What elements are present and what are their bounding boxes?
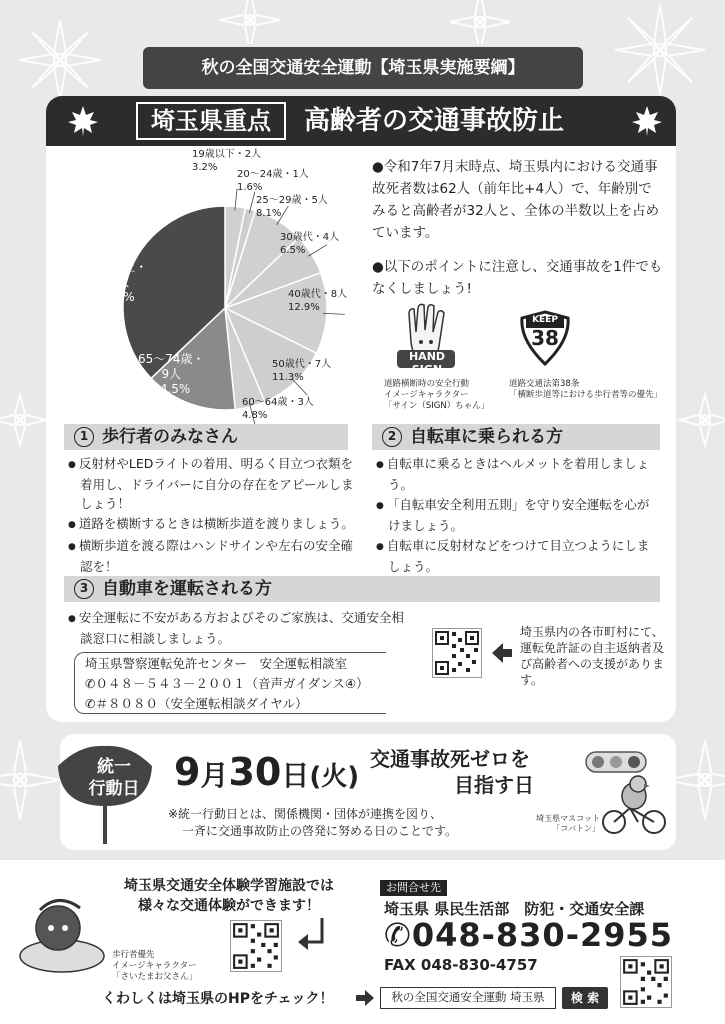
list-item: ● 横断歩道を渡る際はハンドサインや左右の安全確認を！ [68,536,356,576]
pie-label-40: 40歳代・8人 12.9% [288,289,348,313]
list-item: ● 「自転車安全利用五則」を守り安全運転を心がけましょう。 [376,495,660,535]
list-item: ● 反射材やLEDライトの着用、明るく目立つ衣類を着用し、ドライバーに自分の存在をアピールしましょう！ [68,454,356,513]
inquiry-phone[interactable]: ✆048-830-2955 [384,916,674,954]
section-driver-heading: 3 自動車を運転される方 [64,576,660,602]
list-item: ● 自転車に乗るときはヘルメットを着用しましょう。 [376,454,660,494]
action-day-slogan: 交通事故死ゼロを 目指す日 [370,747,534,797]
driver-list [68,608,408,649]
pie-label-60: 60～64歳・3人 4.8% [242,397,314,421]
qr-code-icon [231,921,281,971]
intro-paragraph-1: 令和7年7月末時点、埼玉県内における交通事故死者数は62人（前年比+4人）で、年齢別でみると高齢者が32人と、全体の半数以上を占めています。 [372,159,660,241]
traffic-light-icon [584,748,652,776]
qr-code[interactable] [432,628,482,678]
section-number: 1 [74,427,94,447]
list-item: ● 安全運転に不安がある方およびそのご家族は、交通安全相談窓口に相談しましょう。 [68,608,408,648]
saitama-father-caption: 歩行者優先 イメージキャラクター 「さいたまお父さん」 [112,950,198,982]
pedestrian-list [68,454,356,577]
title-bar [46,96,676,146]
list-item: ● 自転車に反射材などをつけて目立つようにしましょう。 [376,536,660,576]
hand-sign-logo-text: HAND SIGN [408,350,446,376]
main-panel [46,96,676,722]
keep-38-caption: 道路交通法第38条 「横断歩道等における歩行者等の優先」 [509,379,663,400]
list-item: ● 道路を横断するときは横断歩道を渡りましょう。 [68,514,356,535]
keep-logo-number: 38 [531,326,559,350]
pie-label-30: 30歳代・4人 6.5% [280,232,340,256]
page-title: 高齢者の交通事故防止 [304,106,565,136]
search-button[interactable]: 検 索 [562,987,608,1009]
saitama-father-character-icon [14,890,110,976]
keep-logo-text: KEEP [532,315,558,325]
consult-tel-2[interactable]: ＃８０８０（安全運転相談ダイヤル） [95,696,308,711]
phone-icon: ✆ [85,696,96,711]
inquiry-fax: FAX 048-830-4757 [384,956,538,974]
hp-check-text: くわしくは埼玉県のHPをチェック！ [102,991,334,1007]
action-day-note: ※統一行動日とは、関係機関・団体が連携を図り、 一斉に交通事故防止の啓発に努める日のことです。 [168,807,458,838]
action-day-panel [60,734,676,850]
dept-name: 埼玉県 県民生活部 防犯・交通安全課 [384,900,645,918]
qr-code-icon [433,629,481,677]
footer [0,860,725,1024]
arrow-right-icon [356,990,374,1006]
mascot-caption: 埼玉県マスコット 「コバトン」 [536,814,600,833]
pie-label-65: 65～74歳・ 9人 14.5% [138,352,205,396]
action-day-badge: 統一 行動日 [88,757,140,799]
inquiry-label: お問合せ先 [380,876,447,896]
title-tag: 埼玉県重点 [136,102,286,140]
hand-sign-caption: 道路横断時の安全行動 イメージキャラクター 「サイン（SIGN）ちゃん」 [384,379,490,411]
maple-leaf-icon [630,104,664,138]
corner-arrow-icon [296,918,326,952]
intro-text: ●令和7年7月末時点、埼玉県内における交通事故死者数は62人（前年比+4人）で、年齢別でみると高齢者が32人と、全体の半数以上を占めています。 ●以下のポイントに注意し、交通事故を1件でもなくしましょう! [372,159,663,297]
arrow-left-icon [490,641,514,665]
pie-label-25: 25～29歳・5人 8.1% [256,195,328,219]
phone-icon: ✆ [85,676,96,691]
prefecture-qr-code[interactable] [620,956,672,1008]
search-input[interactable]: 秋の全国交通安全運動 埼玉県 [380,987,556,1009]
intro-paragraph-2: 以下のポイントに注意し、交通事故を1件でもなくしましょう! [372,259,663,297]
section-pedestrian-heading: 1 歩行者のみなさん [64,424,348,450]
action-day-date: 9月30日(火) [174,750,360,794]
facility-qr-code[interactable] [230,920,282,972]
phone-icon: ✆ [384,916,412,954]
section-number: 2 [382,427,402,447]
consult-contact-box [74,652,386,714]
municipal-support-note: 埼玉県内の各市町村にて、運転免許証の自主返納者及び高齢者への支援があります。 [520,625,665,687]
consult-tel-1[interactable]: ０４８－５４３－２００１（音声ガイダンス④） [95,676,369,691]
pie-label-19: 19歳以下・2人 3.2% [192,149,262,173]
pie-label-20: 20～24歳・1人 1.6% [237,169,309,193]
pie-label-50: 50歳代・7人 11.3% [272,359,332,383]
maple-leaf-icon [66,104,100,138]
bicycle-list [376,454,660,577]
section-number: 3 [74,579,94,599]
section-bicycle-heading: 2 自転車に乗られる方 [372,424,660,450]
qr-code-icon [621,957,671,1007]
pie-label-75: 75歳以上・ 23人 37.1% [84,260,148,304]
kobaton-mascot-icon [600,774,670,836]
facility-text: 埼玉県交通安全体験学習施設では 様々な交通体験ができます！ [124,878,334,914]
consult-name: 埼玉県警察運転免許センター 安全運転相談室 [85,656,348,671]
campaign-banner: 秋の全国交通安全運動【埼玉県実施要綱】 [143,47,583,89]
